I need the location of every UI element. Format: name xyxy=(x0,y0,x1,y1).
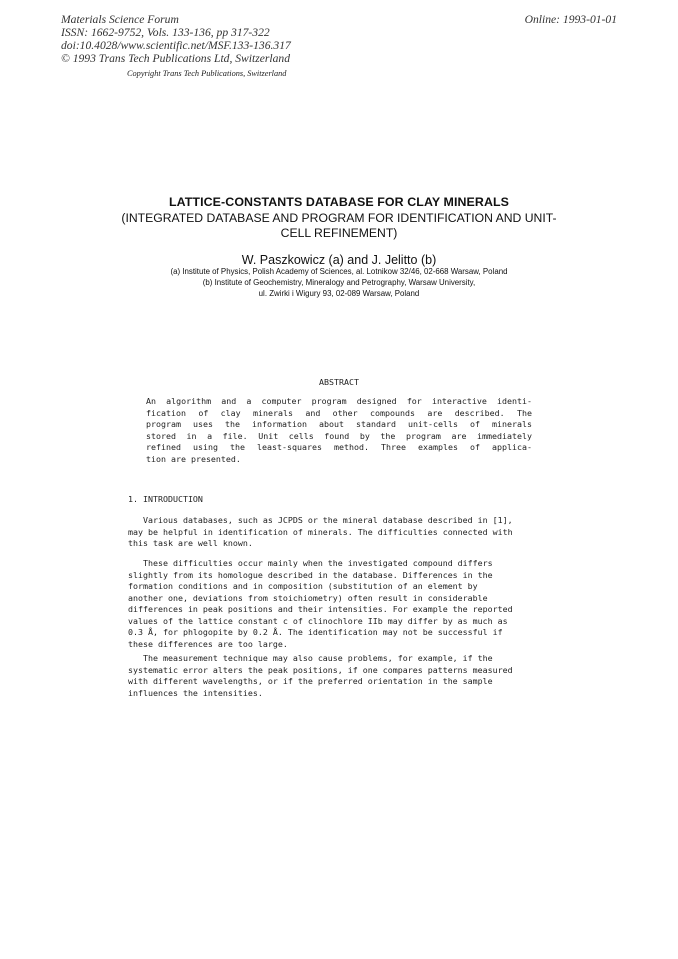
abstract-heading: ABSTRACT xyxy=(319,377,359,387)
subtitle-line: (INTEGRATED DATABASE AND PROGRAM FOR IDENTIFICATION AND UNIT- xyxy=(121,211,557,225)
affiliations xyxy=(90,266,588,299)
abstract-line: program uses the information about standard unit-cells of minerals xyxy=(146,419,532,430)
paragraph-line: 0.3 Å, for phlogopite by 0.2 Å. The identification may not be successful if xyxy=(128,627,503,637)
issn-line: ISSN: 1662-9752, Vols. 133-136, pp 317-322 xyxy=(61,26,270,39)
paragraph-line: with different wavelengths, or if the preferred orientation in the sample xyxy=(128,676,493,686)
paragraph-line: these differences are too large. xyxy=(128,638,288,649)
online-date: Online: 1993-01-01 xyxy=(524,13,617,26)
abstract-body xyxy=(146,396,532,466)
paragraph-line: Various databases, such as JCPDS or the mineral database described in [1], xyxy=(128,515,513,525)
subtitle-line: CELL REFINEMENT) xyxy=(280,226,398,240)
paper-subtitle xyxy=(108,211,570,241)
paragraph-line: influences the intensities. xyxy=(128,687,263,698)
abstract-line: An algorithm and a computer program designed for interactive identi- xyxy=(146,396,532,406)
affiliation-line: (b) Institute of Geochemistry, Mineralogy and Petrography, Warsaw University, xyxy=(202,278,476,287)
copyright-notice: Copyright Trans Tech Publications, Switzerland xyxy=(127,69,287,78)
paragraph-line: The measurement technique may also cause problems, for example, if the xyxy=(128,653,493,663)
paragraph-line: formation conditions and in composition (substitution of an element by xyxy=(128,581,478,591)
doi-link[interactable]: doi:10.4028/www.scientific.net/MSF.133-136.317 xyxy=(61,39,291,52)
affiliation-line: ul. Zwirki i Wigury 93, 02-089 Warsaw, Poland xyxy=(258,289,420,298)
paragraph-line: may be helpful in identification of minerals. The difficulties connected with xyxy=(128,526,513,537)
paragraph-line: slightly from its homologue described in the database. Differences in the xyxy=(128,569,493,580)
paragraph-line: values of the lattice constant c of clinochlore IIb may differ by as much as xyxy=(128,615,508,626)
publisher-line: © 1993 Trans Tech Publications Ltd, Switzerland xyxy=(61,52,291,65)
header-left xyxy=(61,13,291,65)
paragraph xyxy=(128,558,536,650)
abstract-line: stored in a file. Unit cells found by the program are immediately xyxy=(146,430,532,441)
abstract-line: fication of clay minerals and other compounds are described. The xyxy=(146,407,532,418)
paragraph xyxy=(128,653,536,699)
journal-name: Materials Science Forum xyxy=(61,13,179,26)
paper-title: LATTICE-CONSTANTS DATABASE FOR CLAY MINERALS xyxy=(168,195,510,209)
authors: W. Paszkowicz (a) and J. Jelitto (b) xyxy=(241,253,437,267)
affiliation-line: (a) Institute of Physics, Polish Academy of Sciences, al. Lotnikow 32/46, 02-668 Warsaw, Poland xyxy=(170,267,508,276)
paragraph-line: differences in peak positions and their intensities. For example the reported xyxy=(128,604,513,614)
paragraph xyxy=(128,515,536,550)
paragraph-line: another one, deviations from stoichiometry) often result in considerable xyxy=(128,592,488,603)
paragraph-line: this task are well known. xyxy=(128,538,253,548)
abstract-line: tion are presented. xyxy=(146,453,241,464)
section-heading: 1. INTRODUCTION xyxy=(128,494,203,504)
paragraph-line: These difficulties occur mainly when the investigated compound differs xyxy=(128,558,493,568)
paragraph-line: systematic error alters the peak positions, if one compares patterns measured xyxy=(128,664,513,675)
abstract-line: refined using the least-squares method. Three examples of applica- xyxy=(146,442,532,453)
